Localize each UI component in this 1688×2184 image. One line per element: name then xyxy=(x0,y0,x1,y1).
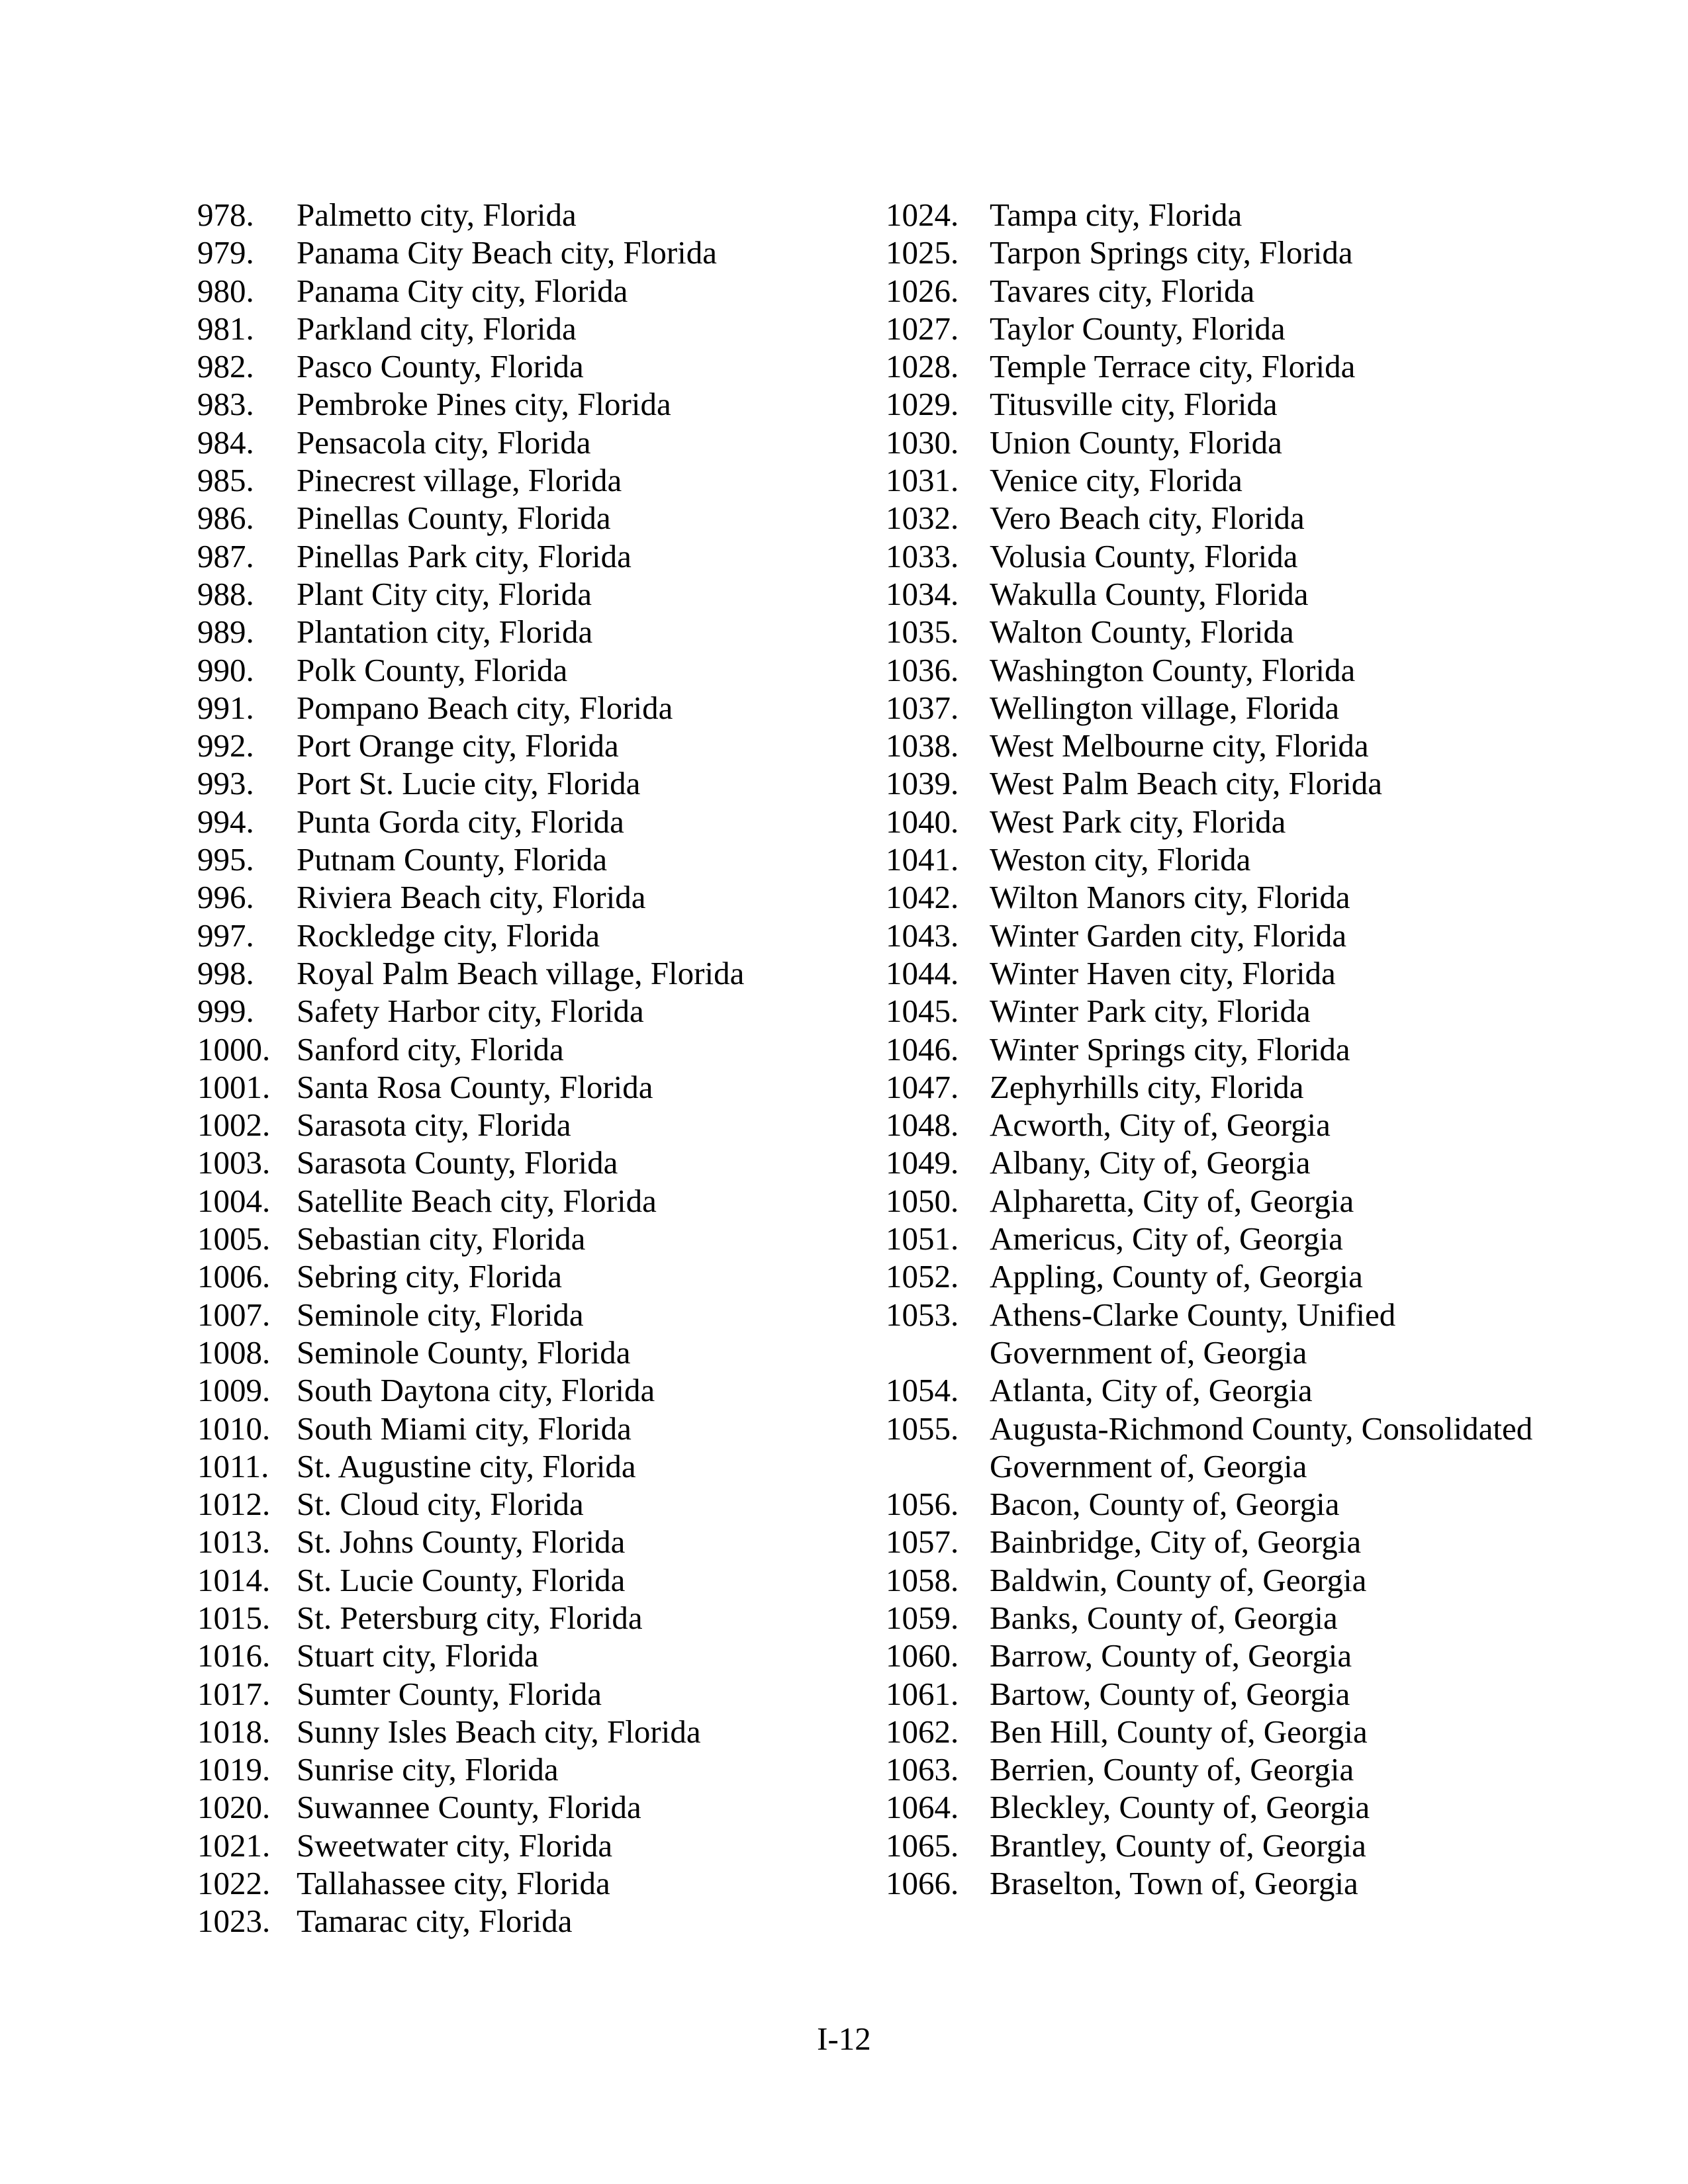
list-item xyxy=(197,1675,859,1713)
item-name: Sumter County, Florida xyxy=(297,1675,602,1712)
item-number: 1041. xyxy=(886,841,959,878)
list-item xyxy=(886,310,1548,347)
item-name: West Palm Beach city, Florida xyxy=(990,765,1383,802)
item-name: Port Orange city, Florida xyxy=(297,727,619,764)
list-item xyxy=(197,1334,859,1371)
list-item xyxy=(886,1561,1548,1599)
item-number: 1030. xyxy=(886,424,959,461)
item-name: West Melbourne city, Florida xyxy=(990,727,1369,764)
item-number: 994. xyxy=(197,803,254,840)
item-number: 1050. xyxy=(886,1182,959,1219)
list-item xyxy=(197,1637,859,1674)
page-number: I-12 xyxy=(817,2021,871,2057)
list-item xyxy=(197,651,859,689)
list-item xyxy=(197,1257,859,1295)
item-number: 996. xyxy=(197,879,254,916)
list-item xyxy=(197,1447,859,1485)
item-number: 983. xyxy=(197,386,254,423)
item-name: Appling, County of, Georgia xyxy=(990,1258,1363,1295)
item-number: 997. xyxy=(197,917,254,954)
list-item xyxy=(886,764,1548,802)
item-name: Seminole County, Florida xyxy=(297,1334,631,1371)
list-item xyxy=(886,992,1548,1030)
item-name: Venice city, Florida xyxy=(990,462,1243,499)
list-item xyxy=(197,764,859,802)
item-number: 1043. xyxy=(886,917,959,954)
list-item xyxy=(197,1068,859,1106)
item-name: Sanford city, Florida xyxy=(297,1030,564,1068)
list-item xyxy=(886,1296,1548,1372)
list-item xyxy=(886,347,1548,385)
item-name: Sweetwater city, Florida xyxy=(297,1827,613,1864)
item-number: 1028. xyxy=(886,348,959,385)
list-item xyxy=(886,1675,1548,1713)
item-number: 1001. xyxy=(197,1068,271,1105)
list-item xyxy=(886,954,1548,992)
item-name: Americus, City of, Georgia xyxy=(990,1220,1343,1257)
item-number: 1065. xyxy=(886,1827,959,1864)
item-name: Suwannee County, Florida xyxy=(297,1789,641,1826)
item-number: 1032. xyxy=(886,500,959,537)
item-number: 1029. xyxy=(886,386,959,423)
list-item xyxy=(886,1485,1548,1523)
list-item xyxy=(197,1599,859,1637)
item-number: 1008. xyxy=(197,1334,271,1371)
list-item xyxy=(197,727,859,764)
item-number: 1013. xyxy=(197,1524,271,1561)
item-number: 990. xyxy=(197,651,254,688)
left-column-list xyxy=(197,196,859,1940)
list-item xyxy=(197,689,859,727)
item-number: 985. xyxy=(197,462,254,499)
item-name: Albany, City of, Georgia xyxy=(990,1144,1311,1181)
item-name: Brantley, County of, Georgia xyxy=(990,1827,1366,1864)
list-item xyxy=(197,575,859,613)
list-item xyxy=(197,196,859,234)
item-number: 987. xyxy=(197,537,254,574)
list-item xyxy=(886,613,1548,651)
list-item xyxy=(886,727,1548,764)
item-name: Sunrise city, Florida xyxy=(297,1751,559,1788)
item-number: 1034. xyxy=(886,575,959,612)
list-item xyxy=(886,841,1548,878)
list-item xyxy=(886,1144,1548,1181)
item-name: Pinellas County, Florida xyxy=(297,500,611,537)
list-item xyxy=(197,1485,859,1523)
item-number: 1062. xyxy=(886,1713,959,1750)
list-item xyxy=(197,1827,859,1864)
item-name: Wellington village, Florida xyxy=(990,689,1340,726)
item-name: Barrow, County of, Georgia xyxy=(990,1637,1352,1674)
item-number: 998. xyxy=(197,954,254,991)
list-item xyxy=(886,1523,1548,1561)
item-number: 1020. xyxy=(197,1789,271,1826)
item-name: Plant City city, Florida xyxy=(297,575,592,612)
list-item xyxy=(197,1902,859,1940)
item-number: 1045. xyxy=(886,993,959,1030)
item-name: South Miami city, Florida xyxy=(297,1410,632,1447)
list-item xyxy=(197,954,859,992)
item-name: Vero Beach city, Florida xyxy=(990,500,1305,537)
item-number: 1036. xyxy=(886,651,959,688)
list-item xyxy=(197,1788,859,1826)
item-name: Bainbridge, City of, Georgia xyxy=(990,1524,1362,1561)
item-number: 1048. xyxy=(886,1107,959,1144)
list-item xyxy=(197,424,859,461)
item-name: Wakulla County, Florida xyxy=(990,575,1309,612)
item-name: Pinellas Park city, Florida xyxy=(297,537,632,574)
item-name: Temple Terrace city, Florida xyxy=(990,348,1356,385)
item-number: 1022. xyxy=(197,1865,271,1902)
item-name: Zephyrhills city, Florida xyxy=(990,1068,1304,1105)
item-name: Baldwin, County of, Georgia xyxy=(990,1561,1367,1598)
item-number: 986. xyxy=(197,500,254,537)
item-number: 1052. xyxy=(886,1258,959,1295)
item-name: Sunny Isles Beach city, Florida xyxy=(297,1713,701,1750)
item-name: Winter Garden city, Florida xyxy=(990,917,1347,954)
list-item xyxy=(197,1144,859,1181)
list-item xyxy=(886,1068,1548,1106)
item-number: 1031. xyxy=(886,462,959,499)
item-name: Seminole city, Florida xyxy=(297,1296,584,1333)
list-item xyxy=(197,1864,859,1902)
item-number: 981. xyxy=(197,310,254,347)
item-number: 1035. xyxy=(886,614,959,651)
list-item xyxy=(886,1599,1548,1637)
item-name: Sarasota County, Florida xyxy=(297,1144,618,1181)
item-name: Plantation city, Florida xyxy=(297,614,593,651)
list-item xyxy=(886,1713,1548,1751)
item-name: Palmetto city, Florida xyxy=(297,197,577,233)
item-number: 1046. xyxy=(886,1030,959,1068)
item-name: Athens-Clarke County, Unified Government of, Georgia xyxy=(990,1296,1396,1371)
item-number: 980. xyxy=(197,272,254,309)
item-name: Volusia County, Florida xyxy=(990,537,1298,574)
list-item xyxy=(197,310,859,347)
list-item xyxy=(197,1713,859,1751)
item-number: 1039. xyxy=(886,765,959,802)
item-name: South Daytona city, Florida xyxy=(297,1372,655,1409)
item-name: Riviera Beach city, Florida xyxy=(297,879,646,916)
list-item xyxy=(886,1864,1548,1902)
item-name: Winter Haven city, Florida xyxy=(990,954,1336,991)
list-item xyxy=(197,1410,859,1447)
item-number: 1040. xyxy=(886,803,959,840)
item-name: Pinecrest village, Florida xyxy=(297,462,622,499)
item-number: 1057. xyxy=(886,1524,959,1561)
item-name: Atlanta, City of, Georgia xyxy=(990,1372,1313,1409)
item-name: St. Lucie County, Florida xyxy=(297,1561,626,1598)
item-name: Banks, County of, Georgia xyxy=(990,1599,1338,1636)
list-item xyxy=(197,537,859,575)
item-number: 992. xyxy=(197,727,254,764)
item-name: Tampa city, Florida xyxy=(990,197,1243,233)
item-name: Sarasota city, Florida xyxy=(297,1107,571,1144)
item-number: 1000. xyxy=(197,1030,271,1068)
item-name: Bartow, County of, Georgia xyxy=(990,1675,1350,1712)
item-number: 1061. xyxy=(886,1675,959,1712)
item-number: 999. xyxy=(197,993,254,1030)
item-number: 978. xyxy=(197,197,254,233)
item-number: 1060. xyxy=(886,1637,959,1674)
item-number: 1002. xyxy=(197,1107,271,1144)
list-item xyxy=(886,689,1548,727)
item-number: 982. xyxy=(197,348,254,385)
list-item xyxy=(886,1751,1548,1788)
item-number: 993. xyxy=(197,765,254,802)
list-item xyxy=(886,499,1548,537)
item-number: 989. xyxy=(197,614,254,651)
list-item xyxy=(197,1371,859,1409)
list-item xyxy=(886,1637,1548,1674)
item-number: 1016. xyxy=(197,1637,271,1674)
item-name: Safety Harbor city, Florida xyxy=(297,993,644,1030)
item-name: Acworth, City of, Georgia xyxy=(990,1107,1331,1144)
item-name: Pasco County, Florida xyxy=(297,348,584,385)
list-item xyxy=(886,272,1548,310)
list-item xyxy=(886,803,1548,841)
item-number: 1058. xyxy=(886,1561,959,1598)
item-number: 1019. xyxy=(197,1751,271,1788)
item-number: 1051. xyxy=(886,1220,959,1257)
item-number: 1026. xyxy=(886,272,959,309)
item-number: 1059. xyxy=(886,1599,959,1636)
item-name: Stuart city, Florida xyxy=(297,1637,539,1674)
item-number: 1044. xyxy=(886,954,959,991)
item-name: St. Augustine city, Florida xyxy=(297,1447,636,1484)
item-number: 1021. xyxy=(197,1827,271,1864)
list-item xyxy=(886,1257,1548,1295)
item-name: St. Petersburg city, Florida xyxy=(297,1599,643,1636)
item-name: Royal Palm Beach village, Florida xyxy=(297,954,745,991)
list-item xyxy=(886,575,1548,613)
item-number: 1004. xyxy=(197,1182,271,1219)
list-item xyxy=(197,272,859,310)
item-number: 1023. xyxy=(197,1903,271,1940)
item-name: Alpharetta, City of, Georgia xyxy=(990,1182,1354,1219)
item-number: 1024. xyxy=(886,197,959,233)
list-item xyxy=(886,1030,1548,1068)
item-name: Sebring city, Florida xyxy=(297,1258,563,1295)
item-number: 1005. xyxy=(197,1220,271,1257)
item-name: Tamarac city, Florida xyxy=(297,1903,573,1940)
list-item xyxy=(197,803,859,841)
item-number: 1018. xyxy=(197,1713,271,1750)
list-item xyxy=(886,1220,1548,1257)
item-name: St. Cloud city, Florida xyxy=(297,1486,584,1523)
item-name: Putnam County, Florida xyxy=(297,841,608,878)
item-name: Panama City city, Florida xyxy=(297,272,628,309)
item-name: Santa Rosa County, Florida xyxy=(297,1068,653,1105)
item-name: Berrien, County of, Georgia xyxy=(990,1751,1354,1788)
list-item xyxy=(197,1182,859,1220)
item-name: Washington County, Florida xyxy=(990,651,1356,688)
list-item xyxy=(886,1788,1548,1826)
item-name: Weston city, Florida xyxy=(990,841,1251,878)
item-number: 1047. xyxy=(886,1068,959,1105)
item-name: Sebastian city, Florida xyxy=(297,1220,586,1257)
item-number: 1025. xyxy=(886,234,959,271)
item-number: 995. xyxy=(197,841,254,878)
list-item xyxy=(886,1182,1548,1220)
list-item xyxy=(197,1106,859,1144)
list-item xyxy=(886,1827,1548,1864)
item-number: 1054. xyxy=(886,1372,959,1409)
item-number: 1063. xyxy=(886,1751,959,1788)
item-name: Ben Hill, County of, Georgia xyxy=(990,1713,1368,1750)
list-item xyxy=(886,1410,1548,1486)
item-name: West Park city, Florida xyxy=(990,803,1286,840)
item-name: Winter Park city, Florida xyxy=(990,993,1311,1030)
list-item xyxy=(197,1030,859,1068)
list-item xyxy=(197,234,859,271)
item-number: 1010. xyxy=(197,1410,271,1447)
item-number: 1038. xyxy=(886,727,959,764)
list-item xyxy=(197,841,859,878)
item-number: 1007. xyxy=(197,1296,271,1333)
item-number: 1011. xyxy=(197,1447,269,1484)
right-column-list xyxy=(886,196,1548,1902)
item-number: 1066. xyxy=(886,1865,959,1902)
item-name: Port St. Lucie city, Florida xyxy=(297,765,641,802)
list-item xyxy=(886,385,1548,423)
item-number: 979. xyxy=(197,234,254,271)
list-item xyxy=(886,234,1548,271)
item-number: 1017. xyxy=(197,1675,271,1712)
item-name: Punta Gorda city, Florida xyxy=(297,803,624,840)
item-number: 1009. xyxy=(197,1372,271,1409)
list-item xyxy=(197,1296,859,1334)
item-name: Winter Springs city, Florida xyxy=(990,1030,1350,1068)
item-name: Rockledge city, Florida xyxy=(297,917,600,954)
item-name: Titusville city, Florida xyxy=(990,386,1278,423)
item-number: 1056. xyxy=(886,1486,959,1523)
item-name: Braselton, Town of, Georgia xyxy=(990,1865,1358,1902)
item-number: 1037. xyxy=(886,689,959,726)
item-name: Panama City Beach city, Florida xyxy=(297,234,718,271)
item-name: Taylor County, Florida xyxy=(990,310,1286,347)
item-name: Satellite Beach city, Florida xyxy=(297,1182,657,1219)
item-number: 1006. xyxy=(197,1258,271,1295)
item-name: Bleckley, County of, Georgia xyxy=(990,1789,1370,1826)
item-name: Pensacola city, Florida xyxy=(297,424,591,461)
item-number: 1053. xyxy=(886,1296,959,1333)
item-number: 1033. xyxy=(886,537,959,574)
list-item xyxy=(197,499,859,537)
item-number: 1064. xyxy=(886,1789,959,1826)
item-name: Parkland city, Florida xyxy=(297,310,577,347)
list-item xyxy=(197,347,859,385)
item-name: Wilton Manors city, Florida xyxy=(990,879,1350,916)
list-item xyxy=(197,992,859,1030)
item-name: Tallahassee city, Florida xyxy=(297,1865,610,1902)
list-item xyxy=(886,651,1548,689)
item-number: 1055. xyxy=(886,1410,959,1447)
item-name: Pompano Beach city, Florida xyxy=(297,689,673,726)
item-name: Union County, Florida xyxy=(990,424,1282,461)
list-item xyxy=(197,1523,859,1561)
item-number: 1012. xyxy=(197,1486,271,1523)
item-number: 991. xyxy=(197,689,254,726)
item-number: 1014. xyxy=(197,1561,271,1598)
list-item xyxy=(886,1371,1548,1409)
item-number: 1049. xyxy=(886,1144,959,1181)
item-name: Polk County, Florida xyxy=(297,651,568,688)
list-item xyxy=(197,1751,859,1788)
item-name: Augusta-Richmond County, Consolidated Government of, Georgia xyxy=(990,1410,1533,1484)
list-item xyxy=(197,385,859,423)
list-item xyxy=(886,537,1548,575)
item-number: 988. xyxy=(197,575,254,612)
list-item xyxy=(197,613,859,651)
list-item xyxy=(886,461,1548,499)
list-item xyxy=(886,196,1548,234)
item-number: 984. xyxy=(197,424,254,461)
item-name: Bacon, County of, Georgia xyxy=(990,1486,1340,1523)
list-item xyxy=(886,424,1548,461)
item-number: 1027. xyxy=(886,310,959,347)
list-item xyxy=(886,917,1548,954)
list-item xyxy=(197,461,859,499)
item-name: Tarpon Springs city, Florida xyxy=(990,234,1353,271)
list-item xyxy=(197,1220,859,1257)
list-item xyxy=(197,878,859,916)
list-item xyxy=(886,1106,1548,1144)
item-name: St. Johns County, Florida xyxy=(297,1524,626,1561)
list-item xyxy=(197,917,859,954)
item-name: Pembroke Pines city, Florida xyxy=(297,386,671,423)
item-name: Walton County, Florida xyxy=(990,614,1294,651)
item-name: Tavares city, Florida xyxy=(990,272,1255,309)
item-number: 1015. xyxy=(197,1599,271,1636)
item-number: 1042. xyxy=(886,879,959,916)
item-number: 1003. xyxy=(197,1144,271,1181)
list-item xyxy=(197,1561,859,1599)
list-item xyxy=(886,878,1548,916)
